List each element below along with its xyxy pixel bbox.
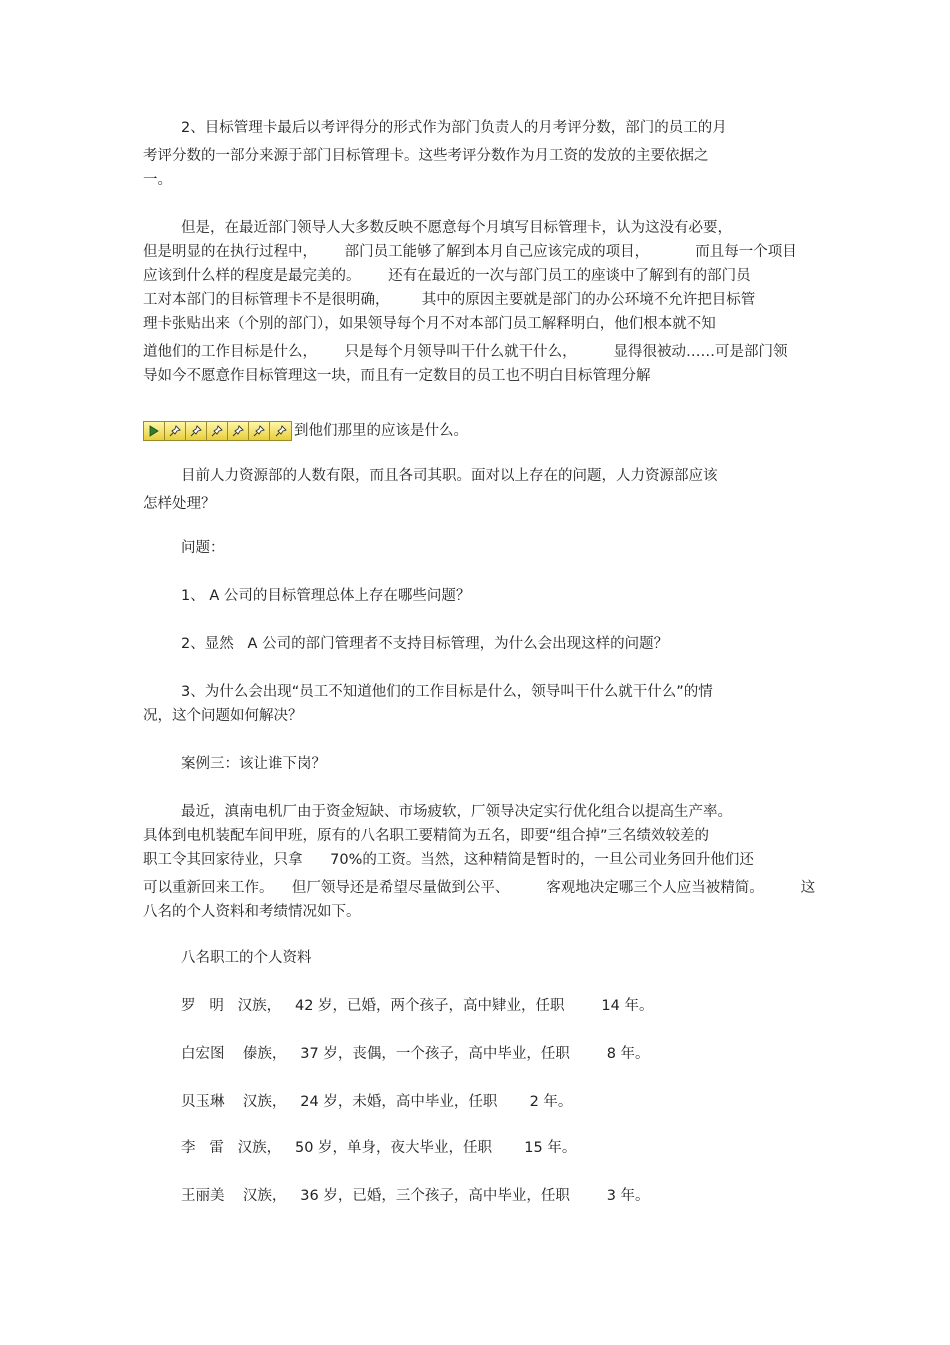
question-line: 况，这个问题如何解决？ (143, 708, 303, 724)
paragraph-line: 2、目标管理卡最后以考评得分的形式作为部门负责人的月考评分数，部门的员工的月 (181, 120, 727, 136)
section-heading: 八名职工的个人资料 (181, 950, 312, 966)
pushpin-icon[interactable] (249, 422, 270, 440)
paragraph-line: 八名的个人资料和考绩情况如下。 (143, 904, 361, 920)
paragraph-line: 理卡张贴出来（个别的部门），如果领导每个月不对本部门员工解释明白，他们根本就不知 (143, 316, 716, 332)
paragraph-line: 应该到什么样的程度是最完美的。 还有在最近的一次与部门员工的座谈中了解到有的部门员 (143, 268, 751, 284)
question-line: 1、 A 公司的目标管理总体上存在哪些问题？ (181, 588, 471, 604)
pushpin-icon[interactable] (186, 422, 207, 440)
paragraph-line: 但是明显的在执行过程中， 部门员工能够了解到本月自己应该完成的项目， 而且每一个项目 (143, 244, 797, 260)
paragraph-line: 工对本部门的目标管理卡不是很明确， 其中的原因主要就是部门的办公环境不允许把目标管 (143, 292, 756, 308)
employee-record: 李 雷 汉族， 50 岁，单身，夜大毕业，任职 15 年。 (181, 1140, 577, 1156)
arrow-icon[interactable] (144, 422, 165, 440)
employee-record: 贝玉琳 汉族， 24 岁，未婚，高中毕业，任职 2 年。 (181, 1094, 573, 1110)
question-line: 3、为什么会出现“员工不知道他们的工作目标是什么，领导叫干什么就干什么”的情 (181, 684, 713, 700)
icon-toolbar (143, 421, 292, 441)
pushpin-icon[interactable] (270, 422, 291, 440)
paragraph-line: 具体到电机装配车间甲班，原有的八名职工要精简为五名，即要“组合掉”三名绩效较差的 (143, 828, 710, 844)
pushpin-icon[interactable] (207, 422, 228, 440)
paragraph-line: 到他们那里的应该是什么。 (294, 423, 468, 439)
paragraph-line: 可以重新回来工作。 但厂领导还是希望尽量做到公平、 客观地决定哪三个人应当被精简。 这 (143, 880, 816, 896)
paragraph-line: 最近，滇南电机厂由于资金短缺、市场疲软，厂领导决定实行优化组合以提高生产率。 (181, 804, 732, 820)
section-heading: 问题： (181, 540, 225, 556)
section-heading: 案例三：该让谁下岗？ (181, 756, 326, 772)
employee-record: 罗 明 汉族， 42 岁，已婚，两个孩子，高中肄业，任职 14 年。 (181, 998, 654, 1014)
paragraph-line: 但是，在最近部门领导人大多数反映不愿意每个月填写目标管理卡，认为这没有必要， (181, 220, 732, 236)
paragraph-line: 导如今不愿意作目标管理这一块，而且有一定数目的员工也不明白目标管理分解 (143, 368, 651, 384)
employee-record: 王丽美 汉族， 36 岁，已婚，三个孩子，高中毕业，任职 3 年。 (181, 1188, 650, 1204)
paragraph-line: 考评分数的一部分来源于部门目标管理卡。这些考评分数作为月工资的发放的主要依据之 (143, 148, 709, 164)
employee-record: 白宏图 傣族， 37 岁，丧偶，一个孩子，高中毕业，任职 8 年。 (181, 1046, 650, 1062)
paragraph-line: 目前人力资源部的人数有限，而且各司其职。面对以上存在的问题，人力资源部应该 (181, 468, 718, 484)
toolbar-line (143, 421, 468, 441)
question-line: 2、显然 A 公司的部门管理者不支持目标管理，为什么会出现这样的问题？ (181, 636, 669, 652)
paragraph-line: 怎样处理？ (143, 496, 216, 512)
paragraph-line: 道他们的工作目标是什么， 只是每个月领导叫干什么就干什么， 显得很被动……可是部门领 (143, 344, 788, 360)
pushpin-icon[interactable] (228, 422, 249, 440)
pushpin-icon[interactable] (165, 422, 186, 440)
paragraph-line: 职工令其回家待业，只拿 70%的工资。当然，这种精简是暂时的，一旦公司业务回升他们还 (143, 852, 754, 868)
paragraph-line: 一。 (143, 172, 172, 188)
